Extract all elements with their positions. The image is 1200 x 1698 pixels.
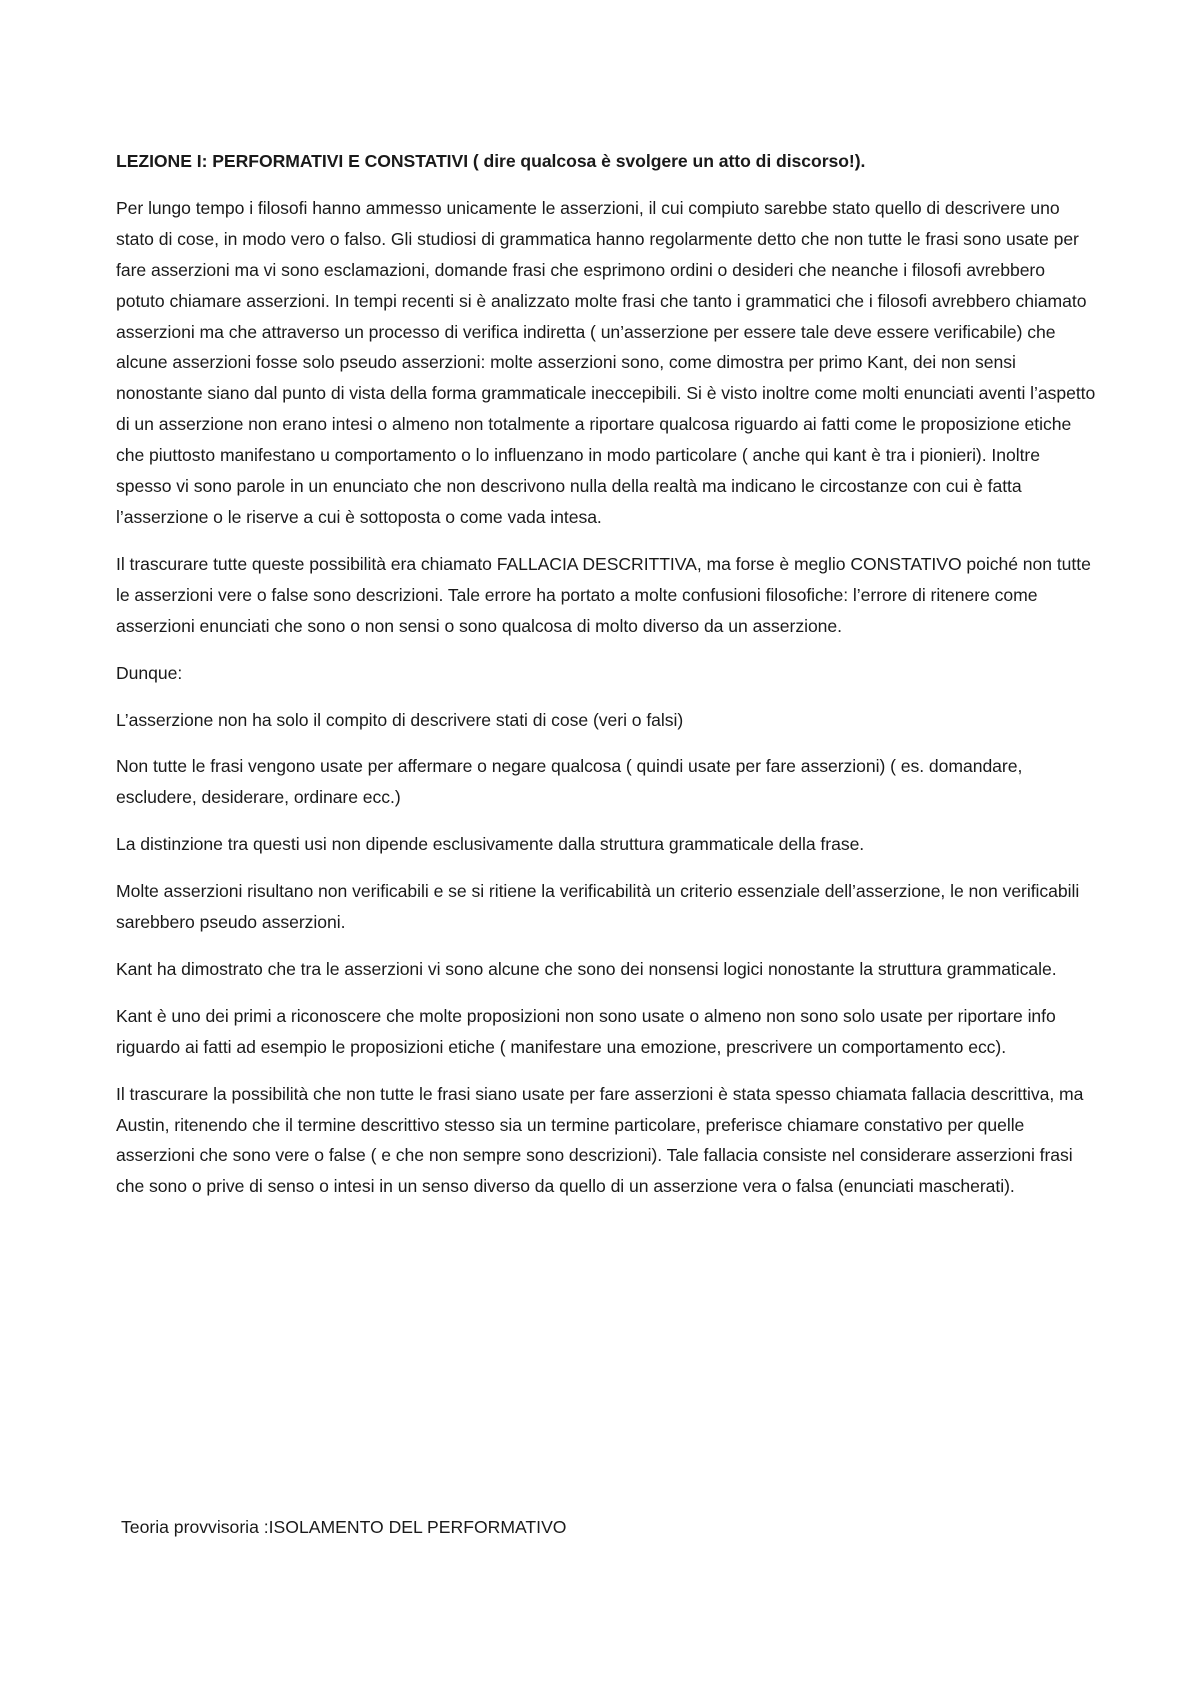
document-body <box>116 146 1096 1218</box>
section-title-teoria: Teoria provvisoria :ISOLAMENTO DEL PERFORMATIVO <box>121 1517 567 1537</box>
paragraph-summary: Il trascurare la possibilità che non tutte le frasi siano usate per fare asserzioni è stata spesso chiamata fallacia descrittiva, ma Austin, ritenendo che il termine descrittivo stesso sia un termine particolare, preferisce chiamare constativo per quelle asserzioni che sono vere o false ( e che non sempre sono descrizioni). Tale fallacia consiste nel considerare asserzioni frasi che sono o prive di senso o intesi in un senso diverso da quello di un asserzione vera o falsa (enunciati mascherati). <box>116 1083 1084 1197</box>
paragraph-dunque: Dunque: <box>116 662 183 683</box>
lesson-heading: LEZIONE I: PERFORMATIVI E CONSTATIVI ( dire qualcosa è svolgere un atto di discorso!). <box>116 151 866 171</box>
paragraph-point-2: Non tutte le frasi vengono usate per affermare o negare qualcosa ( quindi usate per fare asserzioni) ( es. domandare, escludere, desiderare, ordinare ecc.) <box>116 756 1023 808</box>
paragraph-fallacia: Il trascurare tutte queste possibilità era chiamato FALLACIA DESCRITTIVA, ma forse è meglio CONSTATIVO poiché non tutte le asserzioni vere o false sono descrizioni. Tale errore ha portato a molte confusioni filosofiche: l’errore di ritenere come asserzioni enunciati che sono o non sensi o sono qualcosa di molto diverso da un asserzione. <box>116 553 1091 636</box>
paragraph-point-4: Molte asserzioni risultano non verificabili e se si ritiene la verificabilità un criterio essenziale dell’asserzione, le non verificabili sarebbero pseudo asserzioni. <box>116 881 1080 933</box>
paragraph-point-6: Kant è uno dei primi a riconoscere che molte proposizioni non sono usate o almeno non sono solo usate per riportare info riguardo ai fatti ad esempio le proposizioni etiche ( manifestare una emozione, prescrivere un comportamento ecc). <box>116 1005 1056 1057</box>
paragraph-point-1: L’asserzione non ha solo il compito di descrivere stati di cose (veri o falsi) <box>116 709 684 730</box>
paragraph-point-3: La distinzione tra questi usi non dipende esclusivamente dalla struttura grammaticale della frase. <box>116 834 865 855</box>
paragraph-point-5: Kant ha dimostrato che tra le asserzioni vi sono alcune che sono dei nonsensi logici nonostante la struttura grammaticale. <box>116 958 1057 979</box>
paragraph-intro: Per lungo tempo i filosofi hanno ammesso unicamente le asserzioni, il cui compiuto sarebbe stato quello di descrivere uno stato di cose, in modo vero o falso. Gli studiosi di grammatica hanno regolarmente detto che non tutte le frasi sono usate per fare asserzioni ma vi sono esclamazioni, domande frasi che esprimono ordini o desideri che neanche i filosofi avrebbero potuto chiamare asserzioni. In tempi recenti si è analizzato molte frasi che tanto i grammatici che i filosofi avrebbero chiamato asserzioni ma che attraverso un processo di verifica indiretta ( un’asserzione per essere tale deve essere verificabile) che alcune asserzioni fosse solo pseudo asserzioni: molte asserzioni sono, come dimostra per primo Kant, dei non sensi nonostante siano dal punto di vista della forma grammaticale ineccepibili. Si è visto inoltre come molti enunciati aventi l’aspetto di un asserzione non erano intesi o almeno non totalmente a riportare qualcosa riguardo ai fatti come le proposizione etiche che piuttosto manifestano u comportamento o lo influenzano in modo particolare ( anche qui kant è tra i pionieri). Inoltre spesso vi sono parole in un enunciato che non descrivono nulla della realtà ma indicano le circostanze con cui è fatta l’asserzione o le riserve a cui è sottoposta o come vada intesa. <box>116 197 1096 527</box>
